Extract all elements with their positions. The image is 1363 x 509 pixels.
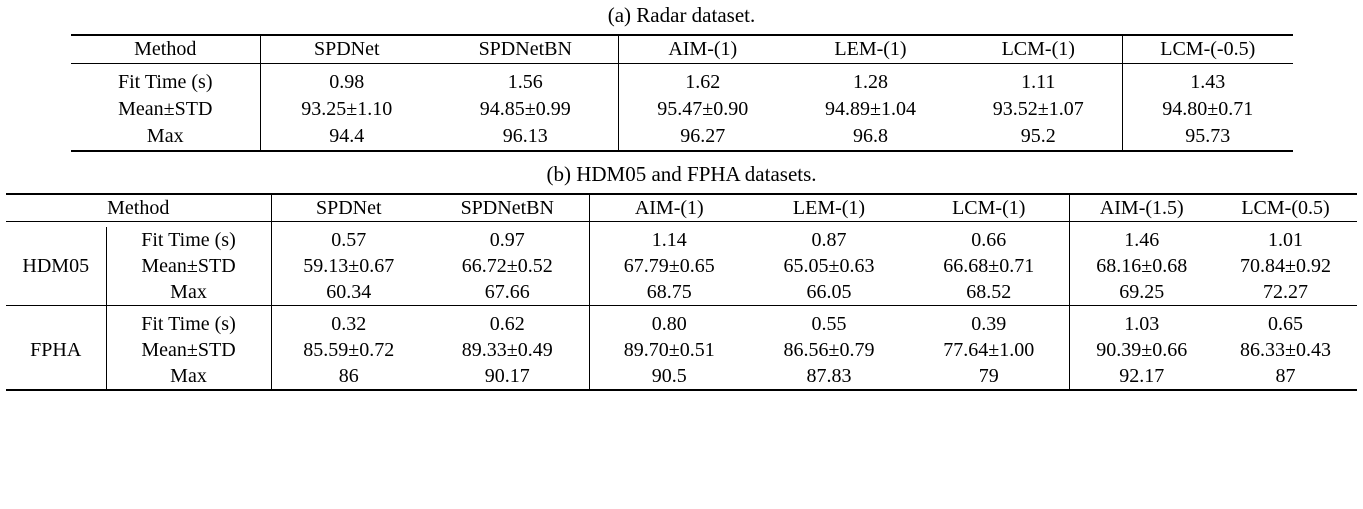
table-b-bottom-rule: [6, 390, 1357, 396]
table-cell: 95.73: [1123, 123, 1293, 151]
table-cell: 86.33±0.43: [1240, 338, 1331, 361]
table-cell: 0.39: [971, 312, 1007, 335]
paper-tables-page: [0, 2, 1363, 509]
table-a-row-label: Mean±STD: [118, 98, 213, 120]
table-cell: 96.8: [853, 125, 888, 147]
table-a-bottom-rule: [71, 151, 1293, 157]
table-a-header-cell: Method: [71, 35, 261, 64]
table-b-header-cell: SPDNet: [271, 194, 426, 222]
table-cell: 65.05±0.63: [783, 254, 875, 277]
table-cell: 96.13: [502, 125, 548, 147]
table-cell: 72.27: [1263, 280, 1308, 303]
table-a-caption: (a) Radar dataset.: [607, 3, 756, 27]
table-cell: 93.25±1.10: [261, 96, 433, 123]
table-cell: 79: [978, 364, 999, 387]
table-cell: 94.4: [261, 123, 433, 151]
table-cell: 1.28: [853, 71, 888, 93]
table-cell: 86.56±0.79: [783, 338, 875, 361]
table-row: [6, 363, 1357, 390]
table-b-group-label: HDM05: [22, 254, 90, 277]
table-cell: 66.05: [806, 280, 852, 303]
table-cell: 86: [271, 363, 426, 390]
table-a-header-cell: LEM-(1): [787, 35, 955, 64]
table-cell: 0.97: [489, 228, 525, 251]
table-hdm05-fpha-datasets: [6, 193, 1357, 396]
table-cell: 87.83: [806, 364, 852, 387]
table-cell: 0.66: [971, 228, 1007, 251]
table-row: [6, 253, 1357, 279]
table-b-group-label: FPHA: [30, 338, 82, 361]
table-b-row-label: Max: [106, 279, 271, 306]
table-cell: 0.65: [1268, 312, 1303, 335]
table-cell: 89.70±0.51: [589, 337, 749, 363]
table-cell: 0.80: [589, 311, 749, 337]
table-cell: 66.72±0.52: [461, 254, 553, 277]
table-cell: 94.80±0.71: [1123, 96, 1293, 123]
table-cell: 68.75: [589, 279, 749, 306]
table-cell: 1.11: [1021, 71, 1056, 93]
table-row: [71, 96, 1293, 123]
table-b-row-label: Max: [106, 363, 271, 390]
table-cell: 0.57: [271, 227, 426, 253]
table-row: [71, 69, 1293, 96]
table-cell: 0.32: [271, 311, 426, 337]
table-cell: 94.85±0.99: [479, 98, 571, 120]
table-radar-dataset: [71, 34, 1293, 157]
table-a-header-cell: SPDNet: [261, 35, 433, 64]
table-cell: 1.43: [1123, 69, 1293, 96]
table-cell: 1.62: [619, 69, 787, 96]
table-row: [6, 311, 1357, 337]
table-cell: 96.27: [619, 123, 787, 151]
table-a-row-label: Fit Time (s): [118, 71, 213, 93]
table-cell: 0.55: [811, 312, 847, 335]
table-a-header-row: [71, 35, 1293, 64]
table-a-row-label: Max: [146, 125, 184, 147]
table-cell: 77.64±1.00: [943, 338, 1035, 361]
table-cell: 1.01: [1268, 228, 1303, 251]
table-cell: 67.79±0.65: [589, 253, 749, 279]
table-cell: 1.03: [1069, 311, 1214, 337]
table-b-header-row: [6, 194, 1357, 222]
table-b-header-cell: LCM-(1): [909, 194, 1069, 222]
table-row: [71, 123, 1293, 151]
table-cell: 0.62: [489, 312, 525, 335]
table-b-row-label: Fit Time (s): [106, 227, 271, 253]
table-b-header-cell: SPDNetBN: [426, 194, 589, 222]
table-a-header-cell: LCM-(1): [955, 35, 1123, 64]
table-cell: 90.17: [484, 364, 530, 387]
table-row: [6, 227, 1357, 253]
table-cell: 90.5: [589, 363, 749, 390]
table-b-caption: (b) HDM05 and FPHA datasets.: [546, 162, 817, 186]
table-cell: 59.13±0.67: [271, 253, 426, 279]
table-cell: 70.84±0.92: [1240, 254, 1331, 277]
table-b-header-cell: AIM-(1): [589, 194, 749, 222]
table-cell: 87: [1275, 364, 1296, 387]
table-cell: 69.25: [1069, 279, 1214, 306]
table-cell: 93.52±1.07: [992, 98, 1084, 120]
table-cell: 68.16±0.68: [1069, 253, 1214, 279]
table-cell: 66.68±0.71: [943, 254, 1035, 277]
table-cell: 90.39±0.66: [1069, 337, 1214, 363]
table-cell: 94.89±1.04: [825, 98, 916, 120]
table-b-header-cell: Method: [6, 194, 271, 222]
table-cell: 60.34: [271, 279, 426, 306]
table-a-header-cell: SPDNetBN: [433, 35, 619, 64]
table-cell: 1.14: [589, 227, 749, 253]
table-b-header-cell: AIM-(1.5): [1069, 194, 1214, 222]
table-b-header-cell: LEM-(1): [749, 194, 909, 222]
table-row: [6, 337, 1357, 363]
table-cell: 95.47±0.90: [619, 96, 787, 123]
table-b-row-label: Mean±STD: [106, 337, 271, 363]
table-cell: 89.33±0.49: [461, 338, 553, 361]
table-cell: 67.66: [484, 280, 530, 303]
table-cell: 95.2: [1020, 125, 1056, 147]
table-cell: 85.59±0.72: [271, 337, 426, 363]
table-cell: 1.46: [1069, 227, 1214, 253]
table-a-header-cell: AIM-(1): [619, 35, 787, 64]
table-b-header-cell: LCM-(0.5): [1214, 194, 1357, 222]
table-a-header-cell: LCM-(-0.5): [1123, 35, 1293, 64]
table-cell: 68.52: [966, 280, 1012, 303]
table-cell: 0.87: [811, 228, 847, 251]
table-cell: 0.98: [261, 69, 433, 96]
table-b-row-label: Mean±STD: [106, 253, 271, 279]
table-b-row-label: Fit Time (s): [106, 311, 271, 337]
table-cell: 92.17: [1069, 363, 1214, 390]
table-row: [6, 279, 1357, 306]
table-cell: 1.56: [507, 71, 543, 93]
